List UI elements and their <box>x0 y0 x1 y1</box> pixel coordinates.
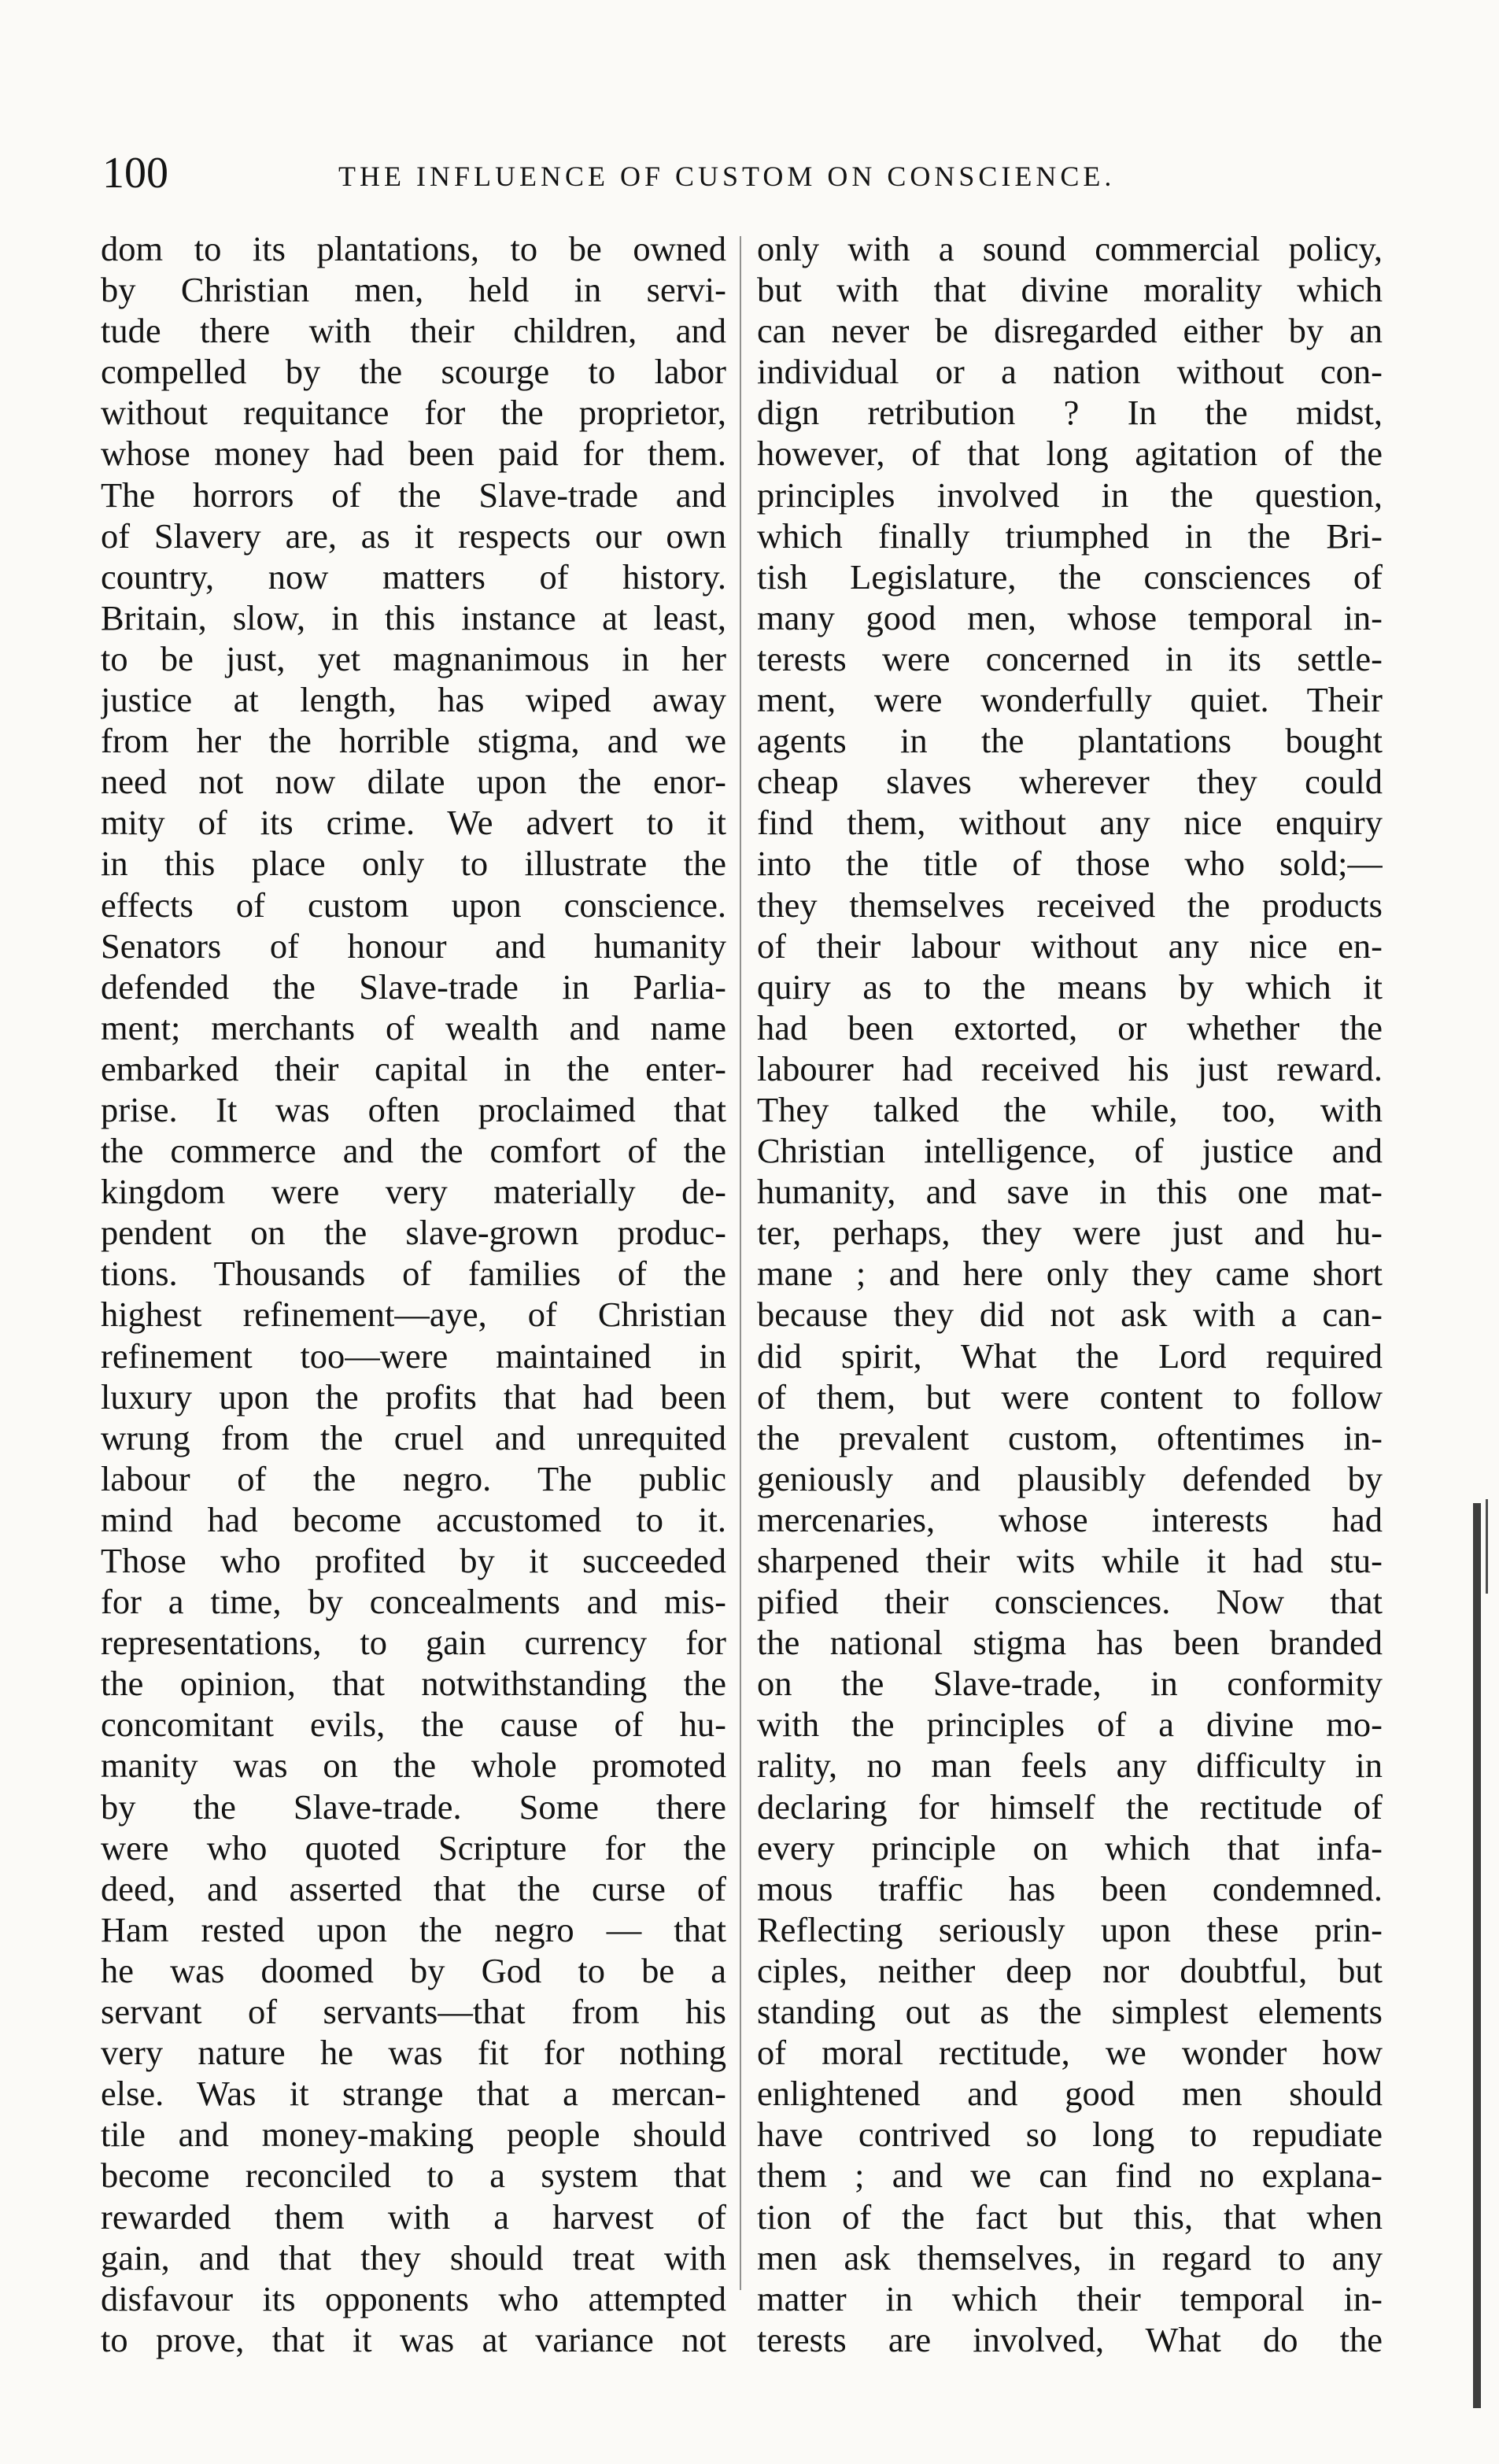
left-column-line: Those who profited by it succeeded <box>101 1541 726 1580</box>
right-column-line: enlightened and good men should <box>757 2074 1383 2114</box>
right-column-line: Reflecting seriously upon these prin- <box>757 1909 1383 1949</box>
right-column-line: only with a sound commercial policy, <box>757 229 1383 268</box>
right-column-line: many good men, whose temporal in- <box>757 597 1383 637</box>
right-column-line: pified their consciences. Now that <box>757 1582 1383 1622</box>
left-column-line: whose money had been paid for them. <box>101 434 726 474</box>
right-column-line: mercenaries, whose interests had <box>757 1499 1383 1539</box>
right-column-line: They talked the while, too, with <box>757 1089 1383 1129</box>
left-column-line: concomitant evils, the cause of hu- <box>101 1705 726 1745</box>
left-column <box>101 228 726 2360</box>
right-column-line: did spirit, What the Lord required <box>757 1335 1383 1376</box>
right-column-line: them ; and we can find no explana- <box>757 2156 1383 2196</box>
right-column-line: mane ; and here only they came short <box>757 1254 1383 1294</box>
right-column-line: every principle on which that infa- <box>757 1827 1383 1867</box>
right-column-line: labourer had received his just reward. <box>757 1048 1383 1088</box>
right-column-line: geniously and plausibly defended by <box>757 1458 1383 1498</box>
right-column-line: principles involved in the question, <box>757 475 1383 515</box>
right-column-line: sharpened their wits while it had stu- <box>757 1541 1383 1580</box>
left-column-line: of Slavery are, as it respects our own <box>101 515 726 556</box>
left-column-line: luxury upon the profits that had been <box>101 1376 726 1417</box>
right-column-line: agents in the plantations bought <box>757 721 1383 761</box>
left-column-line: refinement too—were maintained in <box>101 1335 726 1376</box>
left-column-line: in this place only to illustrate the <box>101 844 726 884</box>
right-column-line: which finally triumphed in the Bri- <box>757 515 1383 556</box>
left-column-line: to prove, that it was at variance not <box>101 2319 726 2359</box>
right-column-line: terests are involved, What do the <box>757 2319 1383 2359</box>
left-column-line: to be just, yet magnanimous in her <box>101 638 726 678</box>
left-column-line: compelled by the scourge to labor <box>101 352 726 392</box>
left-column-line: he was doomed by God to be a <box>101 1950 726 1990</box>
left-column-line: pendent on the slave-grown produc- <box>101 1213 726 1253</box>
right-column-line: matter in which their temporal in- <box>757 2278 1383 2318</box>
right-column-line: quiry as to the means by which it <box>757 966 1383 1007</box>
right-column-line: tish Legislature, the consciences of <box>757 556 1383 597</box>
left-column-line: labour of the negro. The public <box>101 1458 726 1498</box>
left-column-line: need not now dilate upon the enor- <box>101 762 726 802</box>
binding-edge-mark <box>1486 1499 1488 1594</box>
left-column-line: very nature he was fit for nothing <box>101 2033 726 2073</box>
left-column-line: manity was on the whole promoted <box>101 1745 726 1786</box>
left-column-line: for a time, by concealments and mis- <box>101 1582 726 1622</box>
left-column-line: mind had become accustomed to it. <box>101 1499 726 1539</box>
left-column-line: by Christian men, held in servi- <box>101 270 726 310</box>
left-column-line: disfavour its opponents who attempted <box>101 2278 726 2318</box>
left-column-line: embarked their capital in the enter- <box>101 1048 726 1088</box>
right-column-line: rality, no man feels any difficulty in <box>757 1745 1383 1786</box>
right-column-line: men ask themselves, in regard to any <box>757 2237 1383 2277</box>
left-column-line: were who quoted Scripture for the <box>101 1827 726 1867</box>
right-column-line: dign retribution ? In the midst, <box>757 393 1383 433</box>
right-column-line: declaring for himself the rectitude of <box>757 1786 1383 1827</box>
right-column-line: the national stigma has been branded <box>757 1623 1383 1663</box>
right-column <box>757 228 1383 2360</box>
left-column-line: dom to its plantations, to be owned <box>101 229 726 268</box>
left-column-line: deed, and asserted that the curse of <box>101 1868 726 1908</box>
left-column-line: The horrors of the Slave-trade and <box>101 475 726 515</box>
left-column-line: effects of custom upon conscience. <box>101 885 726 925</box>
running-head: THE INFLUENCE OF CUSTOM ON CONSCIENCE. <box>338 161 1116 192</box>
left-column-line: ment; merchants of wealth and name <box>101 1007 726 1047</box>
right-column-line: humanity, and save in this one mat- <box>757 1172 1383 1212</box>
left-column-line: defended the Slave-trade in Parlia- <box>101 966 726 1007</box>
right-column-line: with the principles of a divine mo- <box>757 1705 1383 1745</box>
left-column-line: become reconciled to a system that <box>101 2156 726 2196</box>
right-column-line: terests were concerned in its settle- <box>757 638 1383 678</box>
right-column-line: of moral rectitude, we wonder how <box>757 2033 1383 2073</box>
right-column-line: ter, perhaps, they were just and hu- <box>757 1213 1383 1253</box>
right-column-line: they themselves received the products <box>757 885 1383 925</box>
left-column-line: by the Slave-trade. Some there <box>101 1786 726 1827</box>
page-number: 100 <box>102 149 168 198</box>
left-column-line: country, now matters of history. <box>101 556 726 597</box>
left-column-line: else. Was it strange that a mercan- <box>101 2074 726 2114</box>
right-column-line: however, of that long agitation of the <box>757 434 1383 474</box>
right-column-line: find them, without any nice enquiry <box>757 803 1383 843</box>
right-column-line: tion of the fact but this, that when <box>757 2196 1383 2237</box>
right-column-line: individual or a nation without con- <box>757 352 1383 392</box>
right-column-line: can never be disregarded either by an <box>757 311 1383 351</box>
left-column-line: the commerce and the comfort of the <box>101 1131 726 1171</box>
left-column-line: without requitance for the proprietor, <box>101 393 726 433</box>
right-column-line: ment, were wonderfully quiet. Their <box>757 680 1383 720</box>
page-header <box>102 150 1385 197</box>
right-column-line: of their labour without any nice en- <box>757 925 1383 966</box>
left-column-line: servant of servants—that from his <box>101 1992 726 2032</box>
right-column-line: standing out as the simplest elements <box>757 1992 1383 2032</box>
right-column-line: had been extorted, or whether the <box>757 1007 1383 1047</box>
left-column-line: tile and money-making people should <box>101 2115 726 2155</box>
left-column-line: prise. It was often proclaimed that <box>101 1089 726 1129</box>
right-column-line: mous traffic has been condemned. <box>757 1868 1383 1908</box>
left-column-line: Britain, slow, in this instance at least, <box>101 597 726 637</box>
column-divider <box>740 236 741 2290</box>
left-column-line: Ham rested upon the negro — that <box>101 1909 726 1949</box>
left-column-line: highest refinement—aye, of Christian <box>101 1295 726 1335</box>
left-column-line: justice at length, has wiped away <box>101 680 726 720</box>
left-column-line: rewarded them with a harvest of <box>101 2196 726 2237</box>
right-column-line: the prevalent custom, oftentimes in- <box>757 1417 1383 1457</box>
right-column-line: Christian intelligence, of justice and <box>757 1131 1383 1171</box>
right-column-line: ciples, neither deep nor doubtful, but <box>757 1950 1383 1990</box>
right-column-line: into the title of those who sold;— <box>757 844 1383 884</box>
left-column-line: representations, to gain currency for <box>101 1623 726 1663</box>
left-column-line: mity of its crime. We advert to it <box>101 803 726 843</box>
right-column-line: cheap slaves wherever they could <box>757 762 1383 802</box>
right-column-line: of them, but were content to follow <box>757 1376 1383 1417</box>
left-column-line: tions. Thousands of families of the <box>101 1254 726 1294</box>
right-column-line: but with that divine morality which <box>757 270 1383 310</box>
right-column-line: on the Slave-trade, in conformity <box>757 1664 1383 1704</box>
binding-edge-shadow <box>1473 1503 1481 2408</box>
left-column-line: Senators of honour and humanity <box>101 925 726 966</box>
left-column-line: gain, and that they should treat with <box>101 2237 726 2277</box>
left-column-line: wrung from the cruel and unrequited <box>101 1417 726 1457</box>
left-column-line: the opinion, that notwithstanding the <box>101 1664 726 1704</box>
left-column-line: from her the horrible stigma, and we <box>101 721 726 761</box>
left-column-line: kingdom were very materially de- <box>101 1172 726 1212</box>
right-column-line: because they did not ask with a can- <box>757 1295 1383 1335</box>
right-column-line: have contrived so long to repudiate <box>757 2115 1383 2155</box>
left-column-line: tude there with their children, and <box>101 311 726 351</box>
